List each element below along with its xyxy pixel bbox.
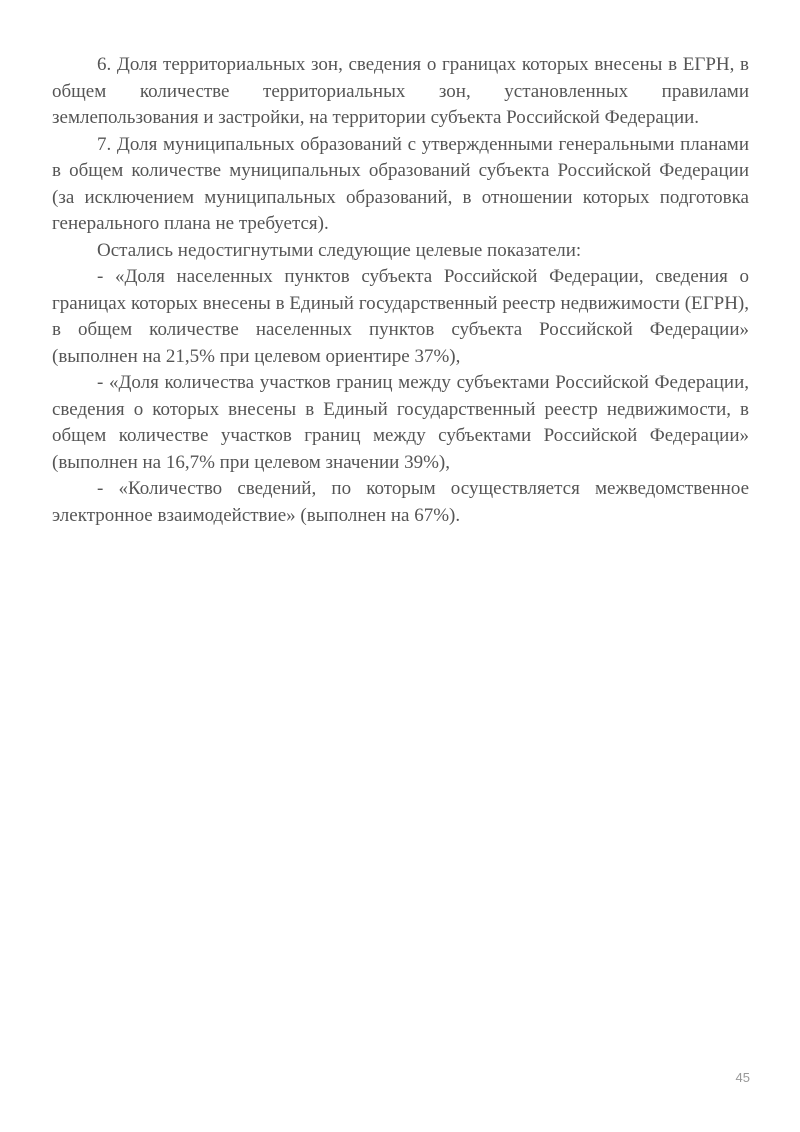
document-body: [52, 52, 749, 529]
list-item-borders: - «Доля количества участков границ между субъектами Российской Федерации, сведения о которых внесены в Единый государственный реестр недвижимости, в общем количестве участков границ между субъектами Российской Федерации» (выполнен на 16,7% при целевом значении 39%),: [52, 372, 749, 473]
paragraph-indicator-7: 7. Доля муниципальных образований с утвержденными генеральными планами в общем количестве муниципальных образований субъекта Российской Федерации (за исключением муниципальных образований, в отношении которых подготовка генерального плана не требуется).: [52, 133, 749, 234]
page-number: 45: [735, 1070, 750, 1085]
paragraph-indicator-6: 6. Доля территориальных зон, сведения о границах которых внесены в ЕГРН, в общем количестве территориальных зон, установленных правилами землепользования и застройки, на территории субъекта Российской Федерации.: [52, 54, 749, 128]
list-item-settlements: - «Доля населенных пунктов субъекта Российской Федерации, сведения о границах которых внесены в Единый государственный реестр недвижимости (ЕГРН), в общем количестве населенных пунктов субъекта Российской Федерации» (выполнен на 21,5% при целевом ориентире 37%),: [52, 266, 749, 367]
paragraph-unmet-intro: Остались недостигнутыми следующие целевые показатели:: [97, 239, 582, 261]
list-item-interaction: - «Количество сведений, по которым осуществляется межведомственное электронное взаимодействие» (выполнен на 67%).: [52, 478, 749, 526]
